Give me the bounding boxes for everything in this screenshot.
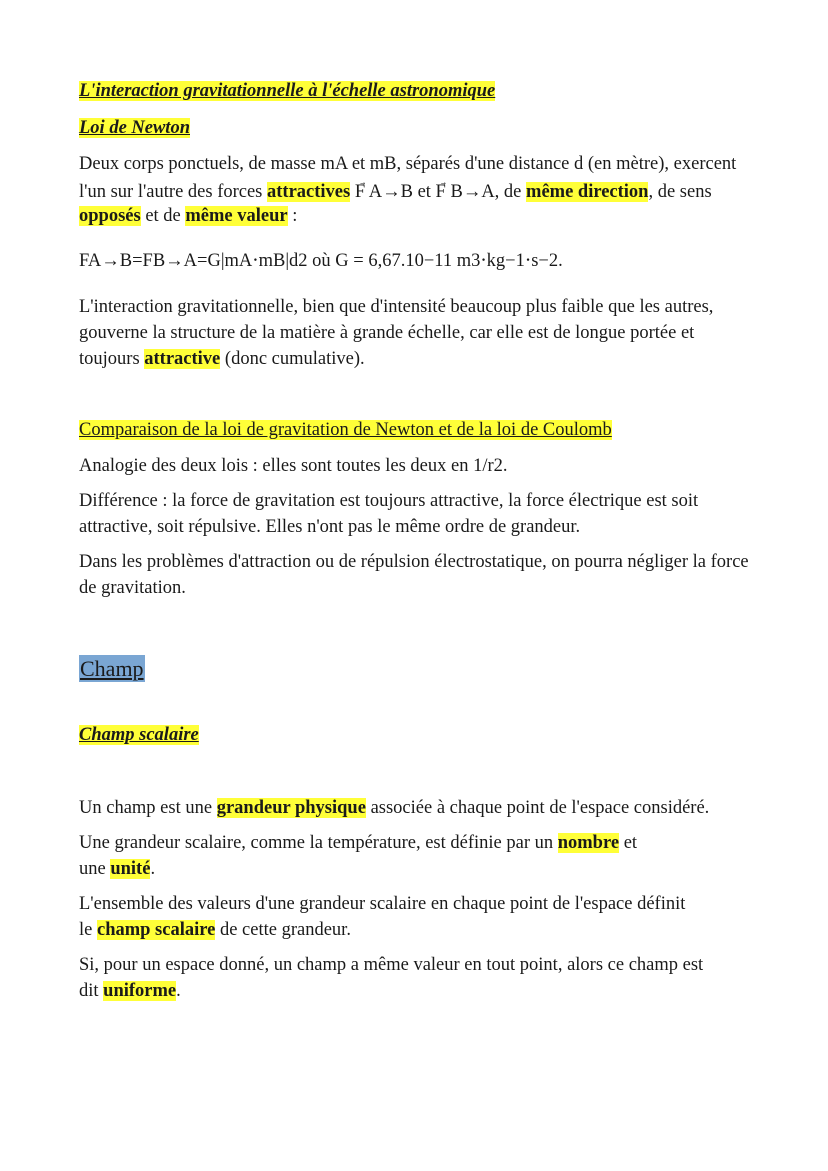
text-run: L'ensemble des valeurs d'une grandeur scalaire en chaque point de l'espace définit <box>79 894 686 915</box>
text-run: Une grandeur scalaire, comme la température, est définie par un <box>79 833 558 854</box>
text-run: de cette grandeur. <box>215 920 351 941</box>
text-run: . <box>176 981 181 1002</box>
compare-paragraph-3: Dans les problèmes d'attraction ou de répulsion électrostatique, on pourra négliger la force de gravitation. <box>79 552 749 599</box>
compare-paragraph-1: Analogie des deux lois : elles sont toutes les deux en 1/r2. <box>79 456 508 477</box>
highlight-meme-valeur: même valeur <box>185 206 288 227</box>
text-run: B→A, de <box>445 182 527 203</box>
text-run: : <box>287 206 298 227</box>
newton-heading: Loi de Newton <box>79 118 190 138</box>
champ-paragraph-2 <box>79 830 749 882</box>
highlight-unite: unité <box>110 859 151 880</box>
text-run: une <box>79 859 111 880</box>
text-run: . <box>150 859 156 880</box>
champ-paragraph-1 <box>79 795 749 821</box>
text-run: L'interaction gravitationnelle, bien que d'intensité beaucoup plus faible que les autres, gouverne la structure de la matière à grande échelle, car elle est de longue portée et toujours <box>79 297 714 370</box>
highlight-uniforme: uniforme <box>103 981 177 1002</box>
highlight-opposes: opposés <box>79 206 141 227</box>
newton-formula: FA→B=FB→A=G|mA⋅mB|d2 où G = 6,67.10−11 m3⋅kg−1⋅s−2. <box>79 251 563 272</box>
text-run: , de sens <box>648 182 712 203</box>
champ-scalaire-heading: Champ scalaire <box>79 725 199 746</box>
champ-heading-paragraph <box>79 656 749 684</box>
newton-paragraph-2 <box>79 294 749 372</box>
compare-heading: Comparaison de la loi de gravitation de Newton et de la loi de Coulomb <box>79 420 612 441</box>
text-run: le <box>79 920 97 941</box>
newton-paragraph-1 <box>79 152 749 228</box>
text-run: F <box>350 182 366 203</box>
text-run: Deux corps ponctuels, de masse mA et mB, séparés d'une distance d (en mètre), exercent l'un sur l'autre des forces <box>79 154 737 203</box>
text-run: dit <box>79 981 104 1002</box>
text-run: A→B et F <box>365 182 446 203</box>
document-title-paragraph <box>79 78 749 104</box>
document-title: L'interaction gravitationnelle à l'échelle astronomique <box>79 81 496 101</box>
highlight-attractive: attractive <box>144 349 221 370</box>
highlight-attractives: attractives <box>267 182 351 203</box>
text-run: Si, pour un espace donné, un champ a même valeur en tout point, alors ce champ est <box>79 955 704 976</box>
newton-heading-paragraph <box>79 115 749 141</box>
document-page <box>79 74 749 1004</box>
champ-paragraph-4 <box>79 952 749 1004</box>
compare-heading-paragraph <box>79 417 749 443</box>
text-run: et <box>619 833 638 854</box>
highlight-meme-direction: même direction <box>526 182 649 203</box>
champ-paragraph-3 <box>79 891 749 943</box>
champ-scalaire-heading-paragraph <box>79 722 749 748</box>
text-run: Un champ est une <box>79 798 217 819</box>
highlight-grandeur-physique: grandeur physique <box>216 798 366 819</box>
compare-paragraph-2: Différence : la force de gravitation est toujours attractive, la force électrique est soit attractive, soit répulsive. Elles n'ont pas le même ordre de grandeur. <box>79 491 699 538</box>
highlight-champ-scalaire: champ scalaire <box>96 920 216 941</box>
text-run: et de <box>140 206 186 227</box>
text-run: (donc cumulative). <box>220 349 365 370</box>
text-run: associée à chaque point de l'espace considéré. <box>365 798 710 819</box>
highlight-nombre: nombre <box>557 833 620 854</box>
champ-heading: Champ <box>80 656 144 682</box>
